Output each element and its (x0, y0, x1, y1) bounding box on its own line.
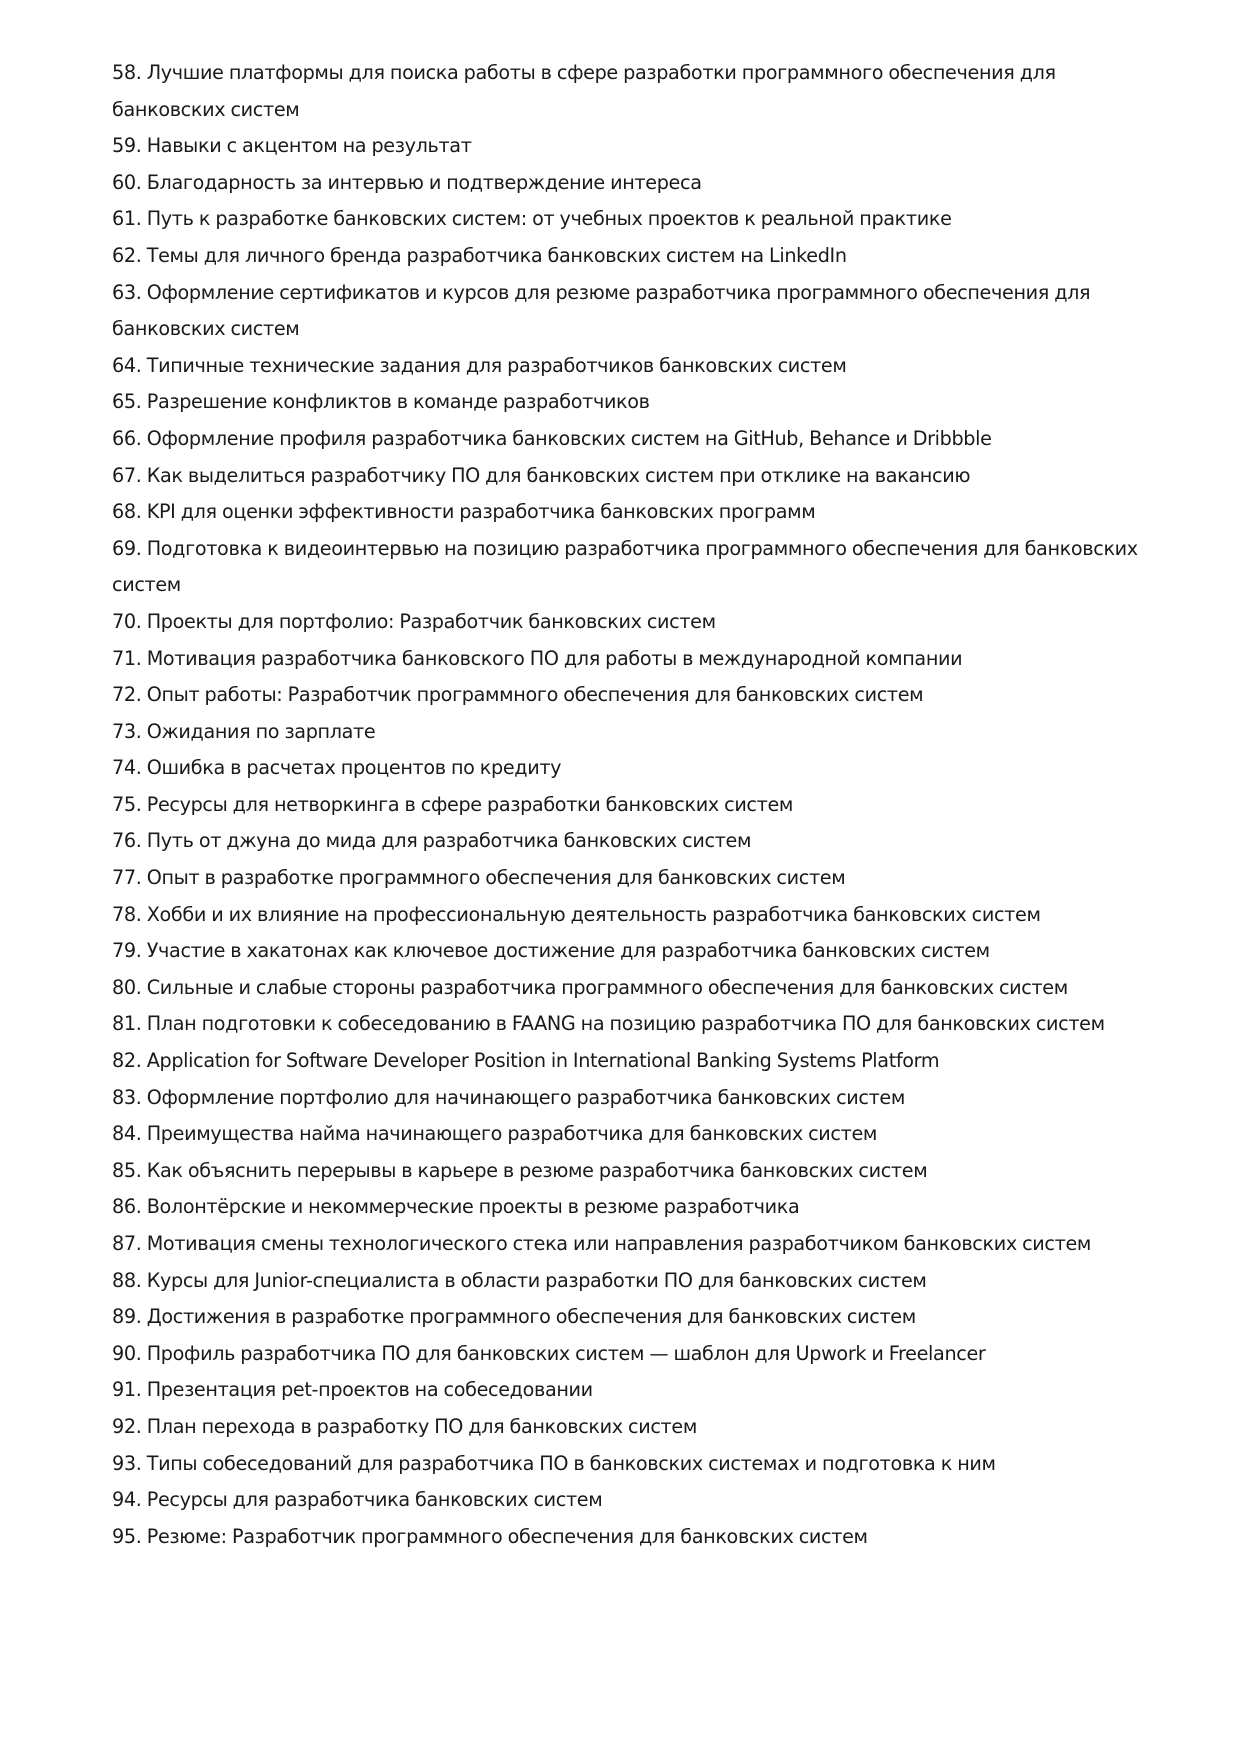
list-item (112, 677, 1142, 714)
item-number: 71. (112, 646, 142, 670)
list-item (112, 1482, 1142, 1519)
item-text: Типичные технические задания для разработчиков банковских систем (146, 353, 847, 377)
item-text: Ресурсы для разработчика банковских систем (146, 1488, 603, 1512)
item-number: 93. (112, 1451, 142, 1475)
list-item (112, 1409, 1142, 1446)
item-number: 94. (112, 1488, 142, 1512)
item-text: Оформление портфолио для начинающего разработчика банковских систем (146, 1085, 905, 1109)
list-item (112, 604, 1142, 641)
item-number: 67. (112, 463, 142, 487)
item-number: 82. (112, 1049, 142, 1073)
list-item (112, 201, 1142, 238)
item-number: 61. (112, 207, 142, 231)
item-number: 76. (112, 829, 142, 853)
list-item (112, 714, 1142, 751)
item-text: Хобби и их влияние на профессиональную деятельность разработчика банковских систем (146, 902, 1041, 926)
item-text: Подготовка к видеоинтервью на позицию разработчика программного обеспечения для банковских систем (112, 536, 1138, 597)
list-item (112, 1263, 1142, 1300)
list-item (112, 1226, 1142, 1263)
item-number: 89. (112, 1305, 142, 1329)
list-item (112, 1080, 1142, 1117)
list-item (112, 933, 1142, 970)
list-item (112, 1372, 1142, 1409)
list-item (112, 458, 1142, 495)
item-text: Проекты для портфолио: Разработчик банковских систем (146, 609, 716, 633)
list-item (112, 750, 1142, 787)
item-number: 95. (112, 1524, 142, 1548)
list-item (112, 1189, 1142, 1226)
item-text: Курсы для Junior-специалиста в области разработки ПО для банковских систем (146, 1268, 927, 1292)
list-item (112, 860, 1142, 897)
list-item (112, 1519, 1142, 1556)
list-item (112, 494, 1142, 531)
item-number: 78. (112, 902, 142, 926)
list-item (112, 1116, 1142, 1153)
item-number: 74. (112, 756, 142, 780)
item-text: Оформление сертификатов и курсов для резюме разработчика программного обеспечения для банковских систем (112, 280, 1091, 341)
item-text: Мотивация разработчика банковского ПО для работы в международной компании (146, 646, 963, 670)
item-number: 88. (112, 1268, 142, 1292)
item-number: 91. (112, 1378, 142, 1402)
item-text: KPI для оценки эффективности разработчика банковских программ (146, 500, 816, 524)
item-text: Оформление профиля разработчика банковских систем на GitHub, Behance и Dribbble (146, 426, 992, 450)
item-text: План подготовки к собеседованию в FAANG на позицию разработчика ПО для банковских систем (146, 1012, 1105, 1036)
item-text: Участие в хакатонах как ключевое достижение для разработчика банковских систем (146, 939, 990, 963)
numbered-list (112, 55, 1142, 1555)
list-item (112, 1043, 1142, 1080)
item-number: 90. (112, 1341, 142, 1365)
item-number: 66. (112, 426, 142, 450)
item-text: Преимущества найма начинающего разработчика для банковских систем (146, 1122, 878, 1146)
item-text: Как выделиться разработчику ПО для банковских систем при отклике на вакансию (146, 463, 971, 487)
list-item (112, 384, 1142, 421)
item-text: Лучшие платформы для поиска работы в сфере разработки программного обеспечения для банковских систем (112, 61, 1056, 121)
item-text: Достижения в разработке программного обеспечения для банковских систем (146, 1305, 916, 1329)
item-text: Опыт работы: Разработчик программного обеспечения для банковских систем (146, 683, 924, 707)
list-item (112, 55, 1142, 128)
item-number: 64. (112, 353, 142, 377)
item-number: 87. (112, 1232, 142, 1255)
item-number: 59. (112, 134, 142, 158)
item-text: Ошибка в расчетах процентов по кредиту (146, 756, 562, 780)
item-text: Навыки с акцентом на результат (146, 134, 472, 158)
list-item (112, 787, 1142, 824)
item-text: Темы для личного бренда разработчика банковских систем на LinkedIn (146, 243, 847, 267)
item-text: Application for Software Developer Position in International Banking Systems Platform (146, 1049, 940, 1073)
list-item (112, 1006, 1142, 1043)
item-number: 65. (112, 390, 142, 414)
item-number: 86. (112, 1195, 142, 1219)
list-item (112, 275, 1142, 348)
item-number: 77. (112, 866, 142, 890)
item-text: Опыт в разработке программного обеспечения для банковских систем (146, 866, 846, 890)
item-number: 84. (112, 1122, 142, 1146)
item-text: Сильные и слабые стороны разработчика программного обеспечения для банковских систем (146, 975, 1068, 999)
item-number: 85. (112, 1158, 142, 1182)
item-number: 58. (112, 61, 142, 84)
item-number: 62. (112, 243, 142, 267)
list-item (112, 1336, 1142, 1373)
item-text: Ресурсы для нетворкинга в сфере разработки банковских систем (146, 792, 794, 816)
item-text: План перехода в разработку ПО для банковских систем (146, 1414, 697, 1438)
item-number: 73. (112, 719, 142, 743)
item-text: Профиль разработчика ПО для банковских систем — шаблон для Upwork и Freelancer (146, 1341, 986, 1365)
list-item (112, 970, 1142, 1007)
item-number: 68. (112, 500, 142, 524)
item-text: Путь от джуна до мида для разработчика банковских систем (146, 829, 752, 853)
list-item (112, 897, 1142, 934)
item-number: 63. (112, 280, 142, 304)
item-number: 83. (112, 1085, 142, 1109)
item-text: Как объяснить перерывы в карьере в резюме разработчика банковских систем (146, 1158, 928, 1182)
list-item (112, 1153, 1142, 1190)
item-number: 92. (112, 1414, 142, 1438)
item-number: 79. (112, 939, 142, 963)
item-text: Благодарность за интервью и подтверждение интереса (146, 170, 702, 194)
item-text: Мотивация смены технологического стека или направления разработчиком банковских систем (146, 1232, 1092, 1255)
item-number: 60. (112, 170, 142, 194)
item-number: 70. (112, 609, 142, 633)
item-number: 72. (112, 683, 142, 707)
item-text: Путь к разработке банковских систем: от учебных проектов к реальной практике (146, 207, 952, 231)
item-text: Волонтёрские и некоммерческие проекты в резюме разработчика (146, 1195, 800, 1219)
list-item (112, 1446, 1142, 1483)
item-text: Разрешение конфликтов в команде разработчиков (146, 390, 650, 414)
list-item (112, 128, 1142, 165)
item-text: Ожидания по зарплате (146, 719, 376, 743)
item-text: Типы собеседований для разработчика ПО в банковских системах и подготовка к ним (146, 1451, 996, 1475)
item-number: 69. (112, 536, 142, 560)
list-item (112, 421, 1142, 458)
list-item (112, 348, 1142, 385)
list-item (112, 165, 1142, 202)
item-text: Презентация pet-проектов на собеседовании (146, 1378, 593, 1402)
list-item (112, 641, 1142, 678)
item-text: Резюме: Разработчик программного обеспечения для банковских систем (146, 1524, 868, 1548)
list-item (112, 531, 1142, 604)
list-item (112, 1299, 1142, 1336)
item-number: 75. (112, 792, 142, 816)
list-item (112, 238, 1142, 275)
item-number: 80. (112, 975, 142, 999)
list-item (112, 823, 1142, 860)
item-number: 81. (112, 1012, 142, 1036)
